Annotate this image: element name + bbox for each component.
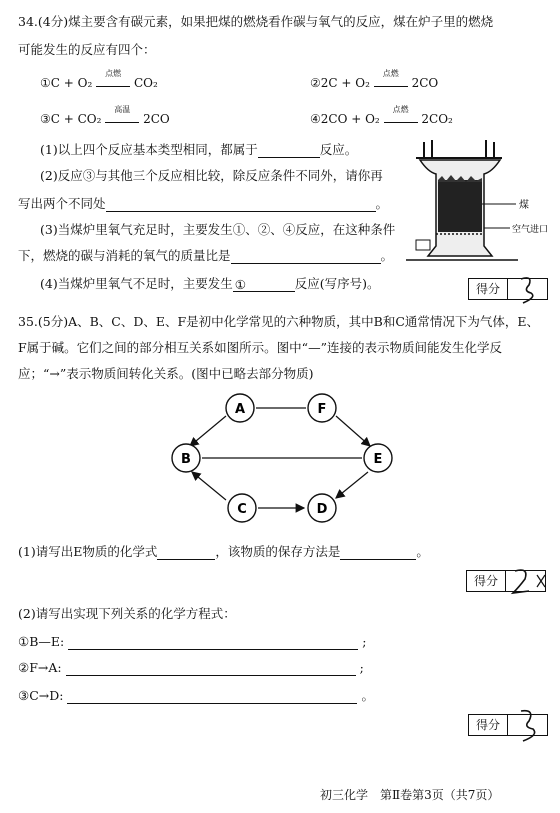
coal-icon <box>438 180 482 232</box>
q34-equation-2: ②2C + O₂ 点燃 2CO <box>310 69 439 90</box>
score-box-q35-2[interactable] <box>468 714 548 736</box>
q34-sub4: (4)当煤炉里氧气不足时，主要发生 ① 反应(写序号)。 <box>40 276 380 292</box>
q35-rel2-answer-line[interactable] <box>66 663 356 676</box>
edge-f-to-e <box>336 416 370 446</box>
handwritten-score-mark <box>509 705 549 745</box>
score-label: 得分 <box>469 279 508 299</box>
node-f <box>308 394 336 422</box>
q34-sub3-line2: 下，燃烧的碳与消耗的氧气的质量比是 。 <box>18 248 394 263</box>
q35-rel3: ③C→D: 。 <box>18 688 374 703</box>
node-c <box>228 494 256 522</box>
coal-stove-figure <box>406 136 558 266</box>
q35-line3: 应；“→”表示物质间转化关系。(图中已略去部分物质) <box>18 366 314 381</box>
q34-equation-1: ①C + O₂ 点燃 CO₂ <box>40 69 158 90</box>
q34-sub3-line1: (3)当煤炉里氧气充足时，主要发生①、②、④反应，在这种条件 <box>40 222 396 237</box>
svg-text:A: A <box>234 402 246 417</box>
q35-rel3-answer-line[interactable] <box>67 691 357 704</box>
q35-sub1-formula-blank[interactable] <box>157 547 215 560</box>
stove-label-air: 空气进口 <box>512 225 549 235</box>
q35-sub2: (2)请写出实现下列关系的化学方程式： <box>18 606 236 621</box>
node-b <box>172 444 200 472</box>
score-box-q35-1[interactable] <box>466 570 546 592</box>
edge-e-to-d <box>336 472 368 498</box>
q34-equation-3: ③C + CO₂ 高温 2CO <box>40 105 170 126</box>
q35-rel1: ①B—E: ; <box>18 634 367 649</box>
q34-equation-4: ④2CO + O₂ 点燃 2CO₂ <box>310 105 453 126</box>
node-e <box>364 444 392 472</box>
edge-a-to-b <box>190 416 226 446</box>
handwritten-score-mark <box>507 565 549 597</box>
q34-sub3-blank[interactable] <box>231 251 381 264</box>
node-a <box>226 394 254 422</box>
edge-c-to-b <box>192 472 226 500</box>
q35-line2: F属于碱。它们之间的部分相互关系如图所示。图中“—”连接的表示物质间能发生化学反 <box>18 340 502 355</box>
score-label: 得分 <box>469 715 508 735</box>
q34-intro-line1: 34.(4分)煤主要含有碳元素，如果把煤的燃烧看作碳与氧气的反应，煤在炉子里的燃烧 <box>18 14 494 29</box>
q34-sub1: (1)以上四个反应基本类型相同，都属于 反应。 <box>40 142 358 157</box>
q35-sub1: (1)请写出E物质的化学式 ，该物质的保存方法是 。 <box>18 544 429 559</box>
svg-text:C: C <box>237 502 247 517</box>
svg-text:F: F <box>317 402 327 417</box>
svg-text:B: B <box>181 452 191 467</box>
q34-sub4-blank[interactable]: ① <box>233 279 295 292</box>
q34-sub2-blank[interactable] <box>106 199 376 212</box>
score-label: 得分 <box>467 571 506 591</box>
q35-rel2: ②F→A: ; <box>18 660 364 675</box>
svg-text:E: E <box>373 452 383 467</box>
q34-sub2-line1: (2)反应③与其他三个反应相比较，除反应条件不同外，请你再 <box>40 168 383 183</box>
q35-rel1-answer-line[interactable] <box>68 637 358 650</box>
relationship-diagram <box>150 390 410 534</box>
score-box-q34[interactable] <box>468 278 548 300</box>
q35-line1: 35.(5分)A、B、C、D、E、F是初中化学常见的六种物质，其中B和C通常情况下为气体，E、 <box>18 314 540 329</box>
node-d <box>308 494 336 522</box>
q34-intro-line2: 可能发生的反应有四个： <box>18 42 156 57</box>
svg-text:D: D <box>316 502 328 517</box>
q35-sub1-storage-blank[interactable] <box>340 547 416 560</box>
stove-label-coal: 煤 <box>519 200 529 211</box>
page-footer: 初三化学 第Ⅱ卷第3页（共7页） <box>320 788 500 802</box>
q34-sub1-blank[interactable] <box>258 145 320 158</box>
handwritten-score-mark <box>509 273 549 305</box>
q34-sub2-line2: 写出两个不同处 。 <box>18 196 389 211</box>
